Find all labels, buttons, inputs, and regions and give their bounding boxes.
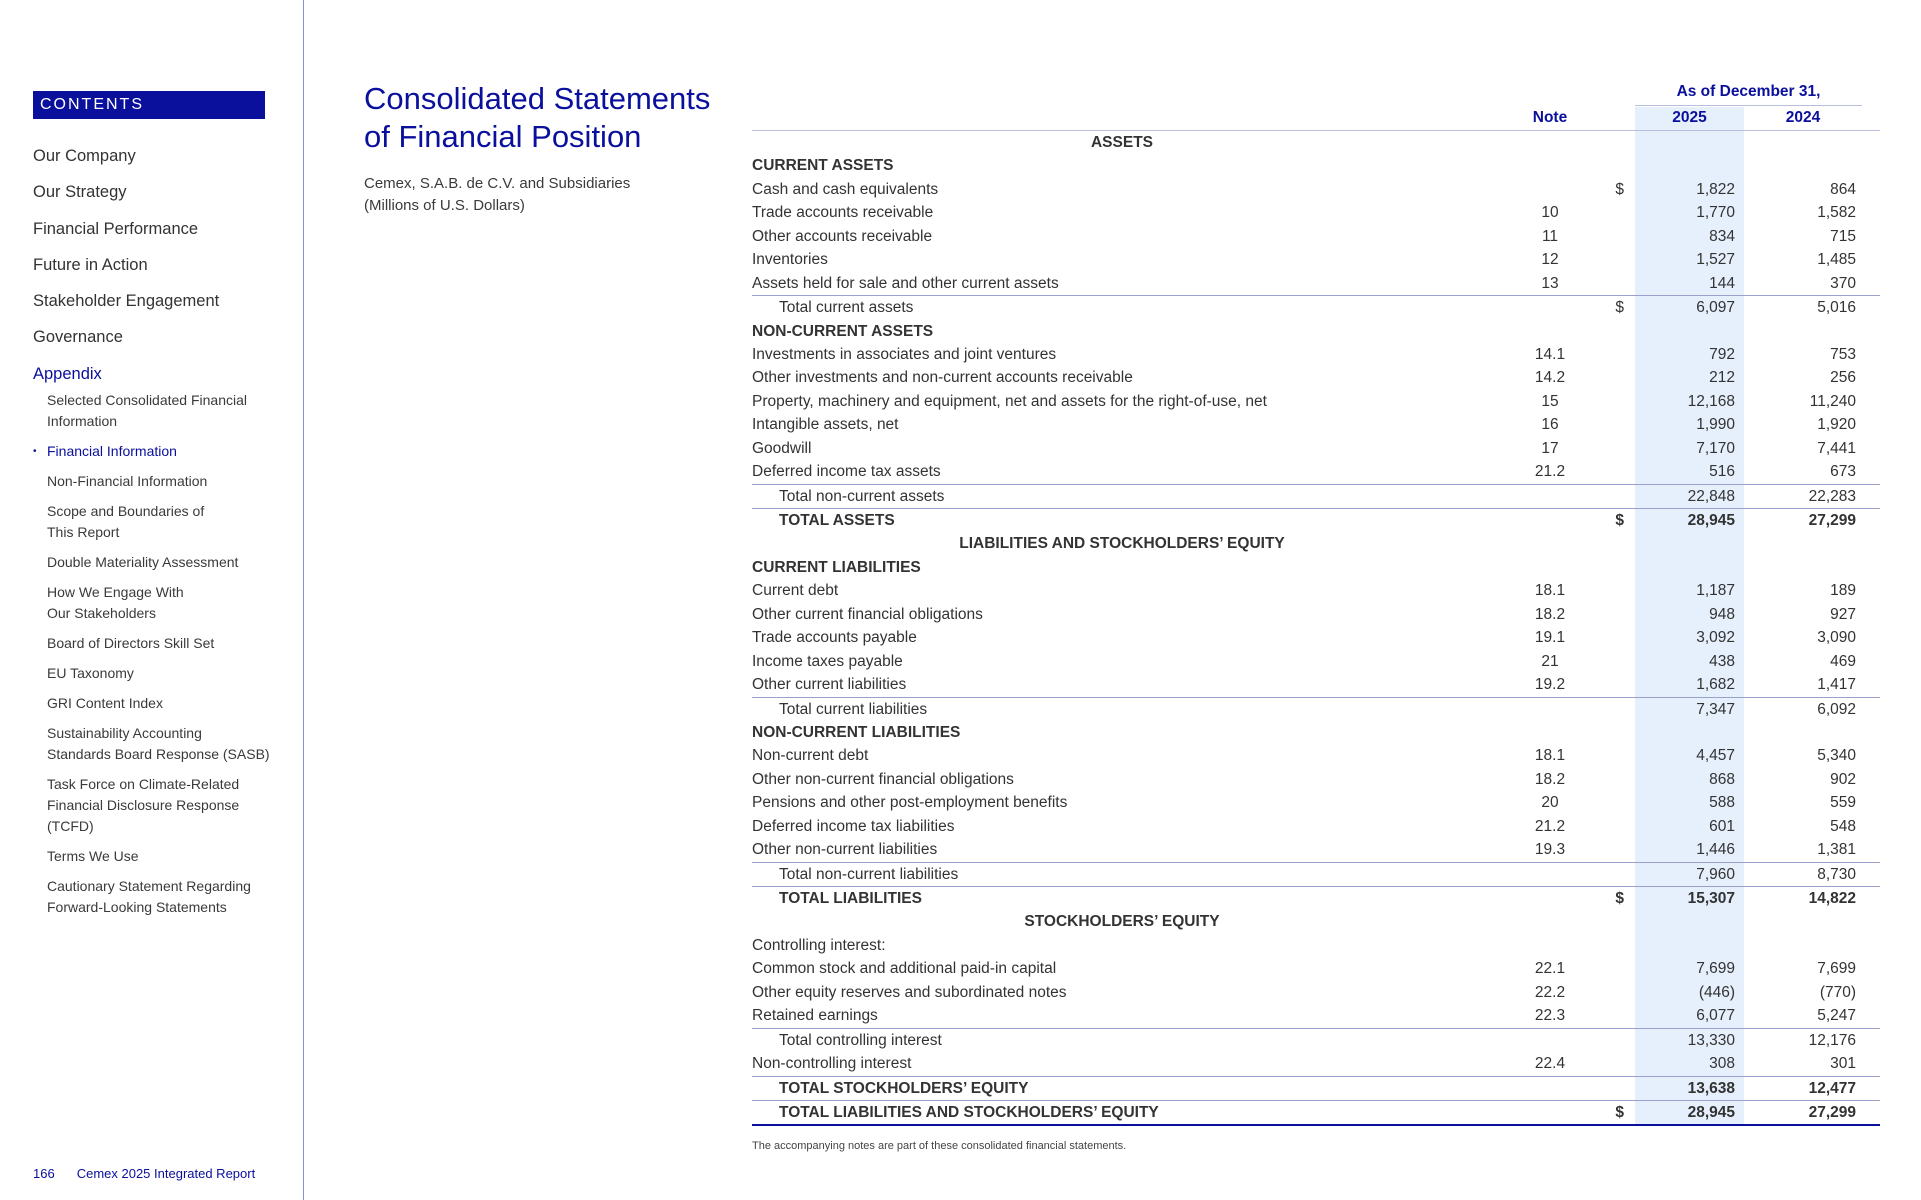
row-label: Retained earnings [752,1007,878,1025]
contents-label: CONTENTS [33,91,265,119]
row-value-2025: 601 [1709,817,1735,835]
subnav-item[interactable] [47,723,297,765]
row-note: 21.2 [1534,817,1566,835]
row-label: Inventories [752,251,828,269]
subnav-item[interactable] [47,774,297,837]
table-section-heading [752,532,1880,555]
report-name: Cemex 2025 Integrated Report [76,1166,256,1181]
row-label: CURRENT LIABILITIES [752,558,921,576]
row-label: NON-CURRENT ASSETS [752,322,934,340]
table-row [752,650,1880,673]
row-currency: $ [1615,1103,1624,1121]
row-value-2025: 1,446 [1696,841,1735,859]
row-value-2025: 212 [1709,369,1735,387]
subnav-item-label: • Financial Information [47,443,177,459]
row-value-2024: 7,441 [1817,439,1856,457]
row-value-2025: 868 [1709,770,1735,788]
row-value-2024: 27,299 [1808,1103,1856,1121]
table-row [752,957,1880,980]
subnav-item[interactable] [47,390,297,432]
subnav-item-label: How We Engage With [47,584,184,600]
row-value-2024: 1,582 [1817,204,1856,222]
row-value-2025: 7,170 [1696,439,1735,457]
subnav-item-label: Non-Financial Information [47,473,208,489]
nav-appendix[interactable]: Appendix [33,364,102,383]
row-note: 14.1 [1534,345,1566,363]
row-note: 21.2 [1534,463,1566,481]
table-row [752,272,1880,295]
note-header: Note [1532,109,1568,126]
table-row [752,390,1880,413]
row-value-2024: 1,920 [1817,416,1856,434]
row-label: Total controlling interest [779,1031,942,1049]
table-row [752,626,1880,649]
row-label: TOTAL LIABILITIES AND STOCKHOLDERS’ EQUITY [779,1103,1159,1121]
table-row [752,579,1880,602]
row-value-2025: 1,822 [1696,180,1735,198]
subnav-item-label: (TCFD) [47,818,94,834]
row-label: Intangible assets, net [752,416,899,434]
row-value-2024: 715 [1830,227,1856,245]
row-label: Deferred income tax assets [752,463,941,481]
table-row [752,460,1880,483]
table-section-heading [752,131,1880,154]
row-label: Other equity reserves and subordinated notes [752,983,1067,1001]
row-value-2025: 12,168 [1687,392,1735,410]
row-value-2025: 144 [1709,274,1735,292]
row-note: 22.2 [1534,983,1566,1001]
row-value-2025: 588 [1709,794,1735,812]
subnav-item-label: Double Materiality Assessment [47,554,239,570]
row-label: Goodwill [752,439,812,457]
row-value-2024: 864 [1830,180,1856,198]
row-value-2025: 6,097 [1696,299,1735,317]
row-value-2025: 1,187 [1696,582,1735,600]
row-value-2024: 3,090 [1817,629,1856,647]
row-label: Income taxes payable [752,652,903,670]
row-label: Controlling interest: [752,936,886,954]
table-row [752,1004,1880,1027]
row-label: Other current liabilities [752,676,907,694]
table-row [752,154,1880,177]
subnav-item-label: Standards Board Response (SASB) [47,746,270,762]
subnav-item-label: Forward-Looking Statements [47,899,227,915]
subnav-item-label: Selected Consolidated Financial [47,392,248,408]
row-value-2025: 4,457 [1696,747,1735,765]
table-row [752,815,1880,838]
row-note: 21 [1541,652,1559,670]
subnav-item[interactable] [47,693,297,714]
appendix-subnav [47,390,297,927]
table-row [752,862,1880,886]
row-label: Total non-current liabilities [779,865,959,883]
table-row [752,1076,1880,1100]
row-note: 17 [1541,439,1559,457]
table-row [752,320,1880,343]
row-value-2024: 189 [1830,582,1856,600]
subtitle-line: (Millions of U.S. Dollars) [364,196,525,214]
row-value-2024: 301 [1830,1055,1856,1073]
row-value-2024: 5,340 [1817,747,1856,765]
subnav-item-label: EU Taxonomy [47,665,134,681]
row-label: Total current liabilities [779,700,928,718]
title-line: of Financial Position [364,119,642,154]
subnav-item-label: GRI Content Index [47,695,163,711]
row-value-2024: 22,283 [1808,487,1856,505]
subnav-item[interactable] [47,633,297,654]
subnav-item-label: This Report [47,524,120,540]
main-nav [33,138,298,392]
year-2024-header: 2024 [1785,109,1821,126]
table-row [752,366,1880,389]
row-value-2025: 1,682 [1696,676,1735,694]
subnav-item[interactable] [47,846,297,867]
table-row [752,556,1880,579]
row-value-2025: 1,770 [1696,204,1735,222]
page-number: 166 [33,1166,55,1181]
table-header-row [752,106,1880,131]
row-note: 18.1 [1534,582,1566,600]
row-value-2024: 27,299 [1808,512,1856,529]
row-currency: $ [1615,890,1624,907]
row-value-2025: (446) [1698,983,1735,1001]
subnav-item-label: Task Force on Climate-Related [47,776,240,792]
row-label: Assets held for sale and other current assets [752,274,1059,292]
subnav-item[interactable] [47,552,297,573]
row-note: 12 [1541,251,1559,269]
row-value-2025: 13,638 [1687,1079,1735,1097]
row-value-2025: 438 [1709,652,1735,670]
subnav-item-label: Sustainability Accounting [47,725,202,741]
row-label: Non-current debt [752,747,869,765]
row-label: Pensions and other post-employment benefits [752,794,1068,812]
row-label: TOTAL LIABILITIES [779,890,922,907]
table-row [752,1052,1880,1075]
row-value-2024: 6,092 [1817,700,1856,718]
row-value-2025: 3,092 [1696,629,1735,647]
page-title [364,80,724,156]
row-label: Trade accounts payable [752,629,917,647]
row-label: ASSETS [1090,134,1153,151]
row-label: Trade accounts receivable [752,204,934,222]
row-value-2025: 28,945 [1687,512,1735,529]
row-value-2025: 516 [1709,463,1735,481]
subnav-item-label: Terms We Use [47,848,139,864]
row-label: Total non-current assets [779,487,945,505]
nav-stakeholder-engagement[interactable]: Stakeholder Engagement [33,292,220,311]
row-note: 19.2 [1534,676,1566,694]
row-currency: $ [1615,512,1624,529]
row-value-2025: 308 [1709,1055,1735,1073]
nav-financial-performance[interactable]: Financial Performance [33,219,199,238]
row-note: 11 [1541,227,1559,245]
table-row [752,603,1880,626]
subnav-item-label: Cautionary Statement Regarding [47,878,251,894]
row-value-2025: 792 [1709,345,1735,363]
table-row [752,201,1880,224]
nav-governance[interactable]: Governance [33,328,123,347]
table-row [752,673,1880,696]
row-note: 18.2 [1534,605,1566,623]
table-row [752,178,1880,201]
row-label: Common stock and additional paid-in capital [752,960,1057,978]
row-label: Other investments and non-current accounts receivable [752,369,1133,387]
row-value-2024: 12,176 [1808,1031,1856,1049]
row-label: Other accounts receivable [752,227,933,245]
row-value-2025: 28,945 [1687,1103,1735,1121]
row-note: 22.3 [1534,1007,1566,1025]
nav-our-strategy[interactable]: Our Strategy [33,183,127,202]
subnav-item[interactable] [47,876,297,918]
row-label: STOCKHOLDERS’ EQUITY [1024,913,1220,931]
title-line: Consolidated Statements [364,81,711,116]
table-section-heading [752,910,1880,933]
table-row [752,791,1880,814]
row-value-2025: 948 [1709,605,1735,623]
table-row [752,981,1880,1004]
row-value-2025: 22,848 [1687,487,1735,505]
row-value-2024: 8,730 [1817,865,1856,883]
subnav-item-label: Board of Directors Skill Set [47,635,215,651]
table-row [752,744,1880,767]
row-value-2024: 7,699 [1817,960,1856,978]
subnav-item-label: Information [47,413,118,429]
row-label: Other current financial obligations [752,605,983,623]
row-value-2025: 1,527 [1696,251,1735,269]
table-row [752,768,1880,791]
row-value-2024: 927 [1830,605,1856,623]
row-note: 20 [1541,794,1559,812]
table-row [752,225,1880,248]
table-body [752,131,1880,1126]
subnav-item[interactable] [47,501,297,543]
row-value-2024: 5,016 [1817,299,1856,317]
table-row [752,721,1880,744]
row-value-2024: 256 [1830,369,1856,387]
row-label: Other non-current financial obligations [752,770,1014,788]
row-value-2025: 1,990 [1696,416,1735,434]
row-value-2025: 15,307 [1687,890,1735,907]
row-label: Total current assets [779,299,914,317]
row-note: 22.4 [1534,1055,1566,1073]
row-value-2024: 753 [1830,345,1856,363]
table-row [752,1028,1880,1052]
row-label: TOTAL STOCKHOLDERS’ EQUITY [779,1079,1029,1097]
row-note: 14.2 [1534,369,1566,387]
table-row [752,934,1880,957]
row-value-2024: 12,477 [1808,1079,1856,1097]
row-label: Non-controlling interest [752,1055,912,1073]
row-value-2025: 6,077 [1696,1007,1735,1025]
table-header-group [752,82,1880,106]
row-note: 18.2 [1534,770,1566,788]
row-note: 18.1 [1534,747,1566,765]
row-value-2024: 1,417 [1817,676,1856,694]
row-label: Other non-current liabilities [752,841,938,859]
row-note: 19.1 [1534,629,1566,647]
row-value-2024: 469 [1830,652,1856,670]
row-value-2024: 5,247 [1817,1007,1856,1025]
table-row [752,508,1880,532]
table-row [752,437,1880,460]
row-value-2024: (770) [1819,983,1856,1001]
row-label: NON-CURRENT LIABILITIES [752,723,961,741]
subnav-item[interactable] [47,471,297,492]
page-footer [33,1166,255,1181]
table-row [752,248,1880,271]
row-note: 19.3 [1534,841,1566,859]
row-value-2025: 7,347 [1696,700,1735,718]
table-row [752,295,1880,319]
row-currency: $ [1615,180,1624,198]
row-label: Property, machinery and equipment, net and assets for the right-of-use, net [752,392,1267,410]
subnav-item-label: Financial Disclosure Response [47,797,240,813]
page-subtitle [364,173,684,216]
nav-our-company[interactable]: Our Company [33,147,136,165]
row-value-2025: 7,960 [1696,865,1735,883]
row-note: 15 [1541,392,1559,410]
table-row [752,838,1880,861]
nav-future-in-action[interactable]: Future in Action [33,255,148,274]
row-label: Deferred income tax liabilities [752,817,955,835]
row-value-2024: 559 [1830,794,1856,812]
row-value-2024: 1,485 [1817,251,1856,269]
table-row [752,886,1880,910]
row-value-2024: 370 [1830,274,1856,292]
row-label: Current debt [752,582,839,600]
row-value-2024: 14,822 [1808,890,1856,907]
row-value-2024: 11,240 [1809,392,1856,410]
subnav-item[interactable] [47,441,297,462]
row-value-2025: 13,330 [1687,1031,1735,1049]
table-row [752,413,1880,436]
row-value-2025: 7,699 [1696,960,1735,978]
row-label: CURRENT ASSETS [752,157,894,175]
row-value-2024: 548 [1830,817,1856,835]
subnav-item-label: Scope and Boundaries of [47,503,205,519]
table-row [752,343,1880,366]
as-of-header: As of December 31, [1635,82,1862,106]
sidebar [0,0,304,1200]
row-note: 22.1 [1534,960,1566,978]
row-label: Cash and cash equivalents [752,180,939,198]
table-row [752,1100,1880,1126]
table-row [752,484,1880,508]
row-note: 16 [1541,416,1559,434]
subnav-item[interactable] [47,663,297,684]
row-label: Investments in associates and joint ventures [752,345,1057,363]
row-value-2024: 673 [1830,463,1856,481]
row-note: 13 [1541,274,1559,292]
row-value-2024: 1,381 [1817,841,1856,859]
financial-position-table [752,82,1880,1126]
subnav-item[interactable] [47,582,297,624]
row-label: LIABILITIES AND STOCKHOLDERS’ EQUITY [959,535,1285,553]
row-currency: $ [1615,299,1624,317]
row-value-2024: 902 [1830,770,1856,788]
row-value-2025: 834 [1709,227,1735,245]
row-label: TOTAL ASSETS [779,512,895,529]
footnote: The accompanying notes are part of these consolidated financial statements. [752,1140,1127,1152]
row-note: 10 [1541,204,1559,222]
subnav-item-label: Our Stakeholders [47,605,156,621]
year-2025-header: 2025 [1672,109,1707,126]
table-row [752,697,1880,721]
subtitle-line: Cemex, S.A.B. de C.V. and Subsidiaries [364,175,631,192]
